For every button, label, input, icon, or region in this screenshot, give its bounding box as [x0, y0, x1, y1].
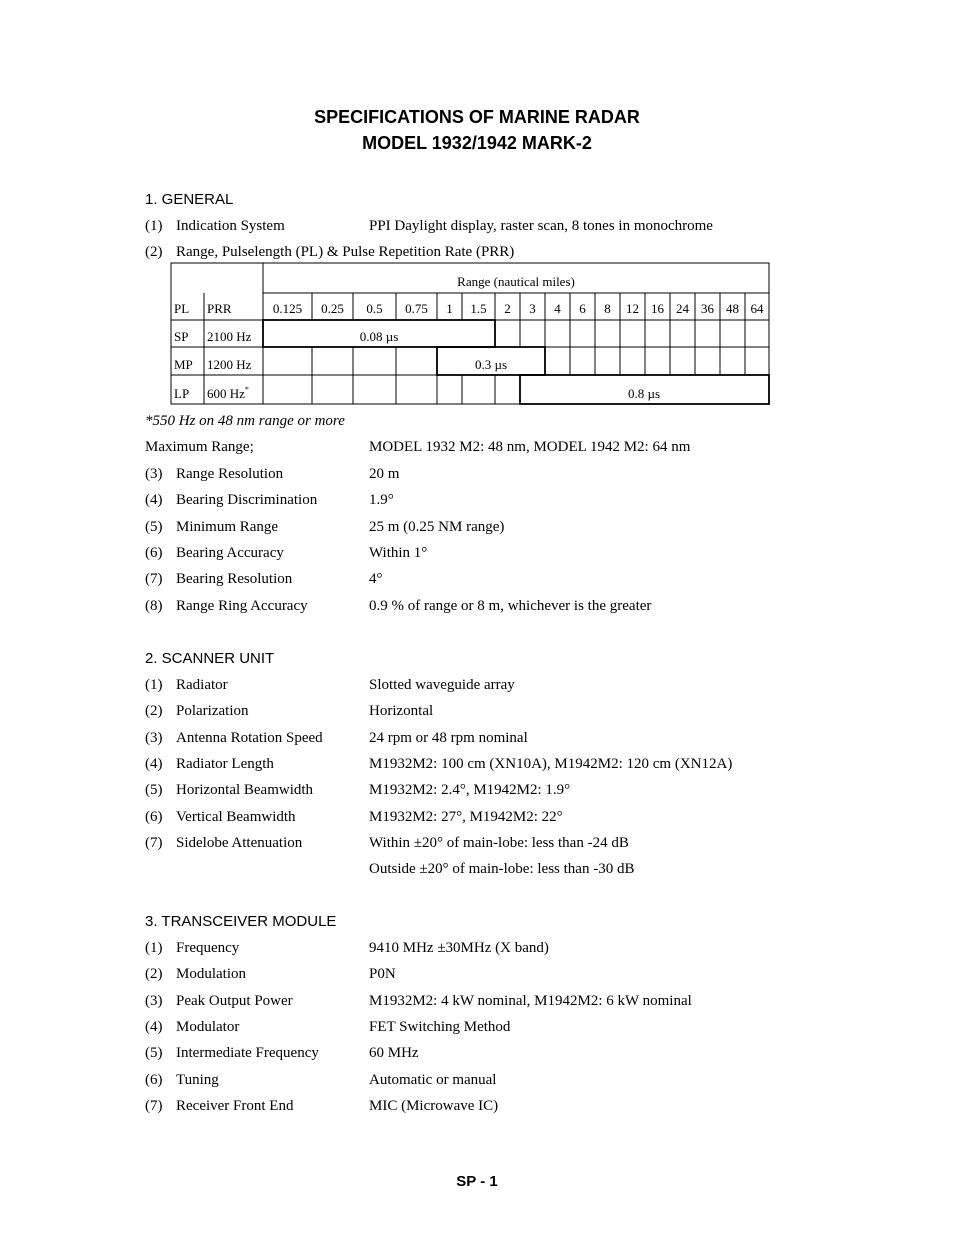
- section-heading-scanner: 2. SCANNER UNIT: [145, 650, 275, 667]
- item-value: 20 m: [369, 466, 400, 482]
- range-column-label: 0.125: [272, 301, 303, 316]
- item-value: Slotted waveguide array: [369, 677, 515, 693]
- range-pulse-table: [0, 0, 954, 420]
- item-number: (5): [145, 1045, 163, 1062]
- item-number: (2): [145, 703, 163, 720]
- pulse-label-mp: 0.3 µs: [474, 357, 508, 372]
- item-label: Tuning: [176, 1071, 219, 1088]
- range-column-label: 16: [651, 301, 664, 316]
- item-number: (7): [145, 571, 163, 588]
- col-header-prr: PRR: [207, 301, 232, 316]
- range-column-label: 64: [750, 301, 764, 316]
- item-label: Radiator Length: [176, 755, 274, 772]
- item-label: Antenna Rotation Speed: [176, 729, 323, 746]
- item-label: Frequency: [176, 940, 240, 956]
- item-value: M1932M2: 4 kW nominal, M1942M2: 6 kW nominal: [369, 992, 692, 1009]
- range-column-label: 0.75: [405, 301, 428, 316]
- range-column-label: 36: [701, 301, 714, 316]
- item-label: Range Resolution: [176, 466, 284, 482]
- item-label: Indication System: [176, 218, 285, 234]
- item-label: Bearing Discrimination: [176, 492, 318, 509]
- item-value: 1.9°: [369, 492, 394, 509]
- item-number: (8): [145, 597, 163, 614]
- item-value: MODEL 1932 M2: 48 nm, MODEL 1942 M2: 64 nm: [369, 439, 691, 455]
- table-footnote: *550 Hz on 48 nm range or more: [145, 413, 345, 429]
- page-footer: SP - 1: [456, 1173, 498, 1190]
- range-column-label: 0.5: [366, 301, 383, 316]
- item-value: M1932M2: 2.4°, M1942M2: 1.9°: [369, 782, 571, 799]
- item-value: Horizontal: [369, 703, 434, 720]
- item-number: (5): [145, 518, 163, 535]
- prr-value: 600 Hz: [207, 386, 245, 401]
- item-label: Bearing Accuracy: [176, 544, 284, 561]
- item-number: (7): [145, 834, 163, 851]
- item-label: Modulator: [176, 1018, 240, 1035]
- item-number: (3): [145, 729, 163, 746]
- item-value: 24 rpm or 48 rpm nominal: [369, 729, 528, 746]
- page-title-line1: SPECIFICATIONS OF MARINE RADAR: [314, 107, 640, 127]
- range-column-label: 2: [504, 301, 511, 316]
- footnote-mark: *: [244, 385, 249, 394]
- item-value: Within ±20° of main-lobe: less than -24 dB: [369, 834, 629, 851]
- item-label: Range Ring Accuracy: [176, 597, 308, 614]
- item-number: (4): [145, 492, 163, 509]
- row-pl-lp: LP: [174, 386, 190, 401]
- range-column-label: 6: [579, 301, 586, 316]
- item-label: Modulation: [176, 966, 246, 983]
- item-value: P0N: [369, 966, 396, 983]
- item-number: (3): [145, 992, 163, 1009]
- item-number: (6): [145, 1071, 163, 1088]
- item-value: 60 MHz: [369, 1045, 419, 1062]
- row-prr-sp: 2100 Hz: [207, 329, 252, 344]
- range-column-label: 4: [554, 301, 561, 316]
- item-number: (6): [145, 544, 163, 561]
- item-value: M1932M2: 27°, M1942M2: 22°: [369, 808, 563, 825]
- item-number: (4): [145, 1018, 163, 1035]
- item-label: Intermediate Frequency: [176, 1045, 319, 1062]
- item-label: Horizontal Beamwidth: [176, 782, 314, 799]
- item-label: Vertical Beamwidth: [176, 808, 296, 825]
- item-value: 9410 MHz ±30MHz (X band): [369, 940, 549, 956]
- range-column-label: 48: [726, 301, 739, 316]
- item-value: Within 1°: [369, 544, 428, 561]
- col-header-pl: PL: [174, 301, 190, 316]
- item-value: MIC (Microwave IC): [369, 1097, 499, 1114]
- item-label: Bearing Resolution: [176, 571, 293, 588]
- item-value: 0.9 % of range or 8 m, whichever is the greater: [369, 597, 652, 614]
- item-number: (3): [145, 466, 163, 482]
- item-label: Minimum Range: [176, 518, 279, 535]
- item-value: 25 m (0.25 NM range): [369, 518, 505, 535]
- item-number: (1): [145, 677, 163, 693]
- row-prr-mp: 1200 Hz: [207, 357, 252, 372]
- row-prr-lp: [207, 385, 249, 401]
- item-number: (5): [145, 782, 163, 799]
- item-value: Outside ±20° of main-lobe: less than -30 dB: [369, 861, 635, 878]
- pulse-label-lp: 0.8 µs: [627, 386, 661, 401]
- range-column-label: 8: [604, 301, 611, 316]
- item-value: M1932M2: 100 cm (XN10A), M1942M2: 120 cm (XN12A): [369, 755, 733, 772]
- item-value: 4°: [369, 571, 383, 588]
- item-label: Sidelobe Attenuation: [176, 834, 303, 851]
- range-column-label: 24: [676, 301, 689, 316]
- range-column-label: 1.5: [470, 301, 487, 316]
- item-number: (1): [145, 218, 163, 234]
- row-pl-mp: MP: [174, 357, 193, 372]
- item-label: Polarization: [176, 703, 249, 720]
- range-column-label: 0.25: [321, 301, 344, 316]
- range-column-label: 12: [626, 301, 639, 316]
- item-number: (1): [145, 940, 163, 956]
- pulse-label-sp: 0.08 µs: [359, 329, 399, 344]
- range-column-label: 1: [446, 301, 453, 316]
- item-label: Range, Pulselength (PL) & Pulse Repetition Rate (PRR): [176, 244, 515, 260]
- item-value: Automatic or manual: [369, 1071, 497, 1088]
- item-number: (7): [145, 1097, 163, 1114]
- section-heading-general: 1. GENERAL: [145, 191, 234, 208]
- range-column-label: 3: [529, 301, 536, 316]
- range-header: Range (nautical miles): [457, 274, 575, 289]
- item-label: Peak Output Power: [176, 992, 293, 1009]
- item-number: (2): [145, 966, 163, 983]
- item-label: Receiver Front End: [176, 1097, 294, 1114]
- item-value: FET Switching Method: [369, 1018, 511, 1035]
- item-number: (4): [145, 755, 163, 772]
- item-label: Maximum Range;: [145, 439, 254, 455]
- item-label: Radiator: [176, 677, 228, 693]
- row-pl-sp: SP: [174, 329, 189, 344]
- item-number: (6): [145, 808, 163, 825]
- page-title-line2: MODEL 1932/1942 MARK-2: [362, 133, 592, 153]
- item-value: PPI Daylight display, raster scan, 8 tones in monochrome: [369, 218, 713, 234]
- section-heading-transceiver: 3. TRANSCEIVER MODULE: [145, 913, 337, 930]
- item-number: (2): [145, 244, 163, 260]
